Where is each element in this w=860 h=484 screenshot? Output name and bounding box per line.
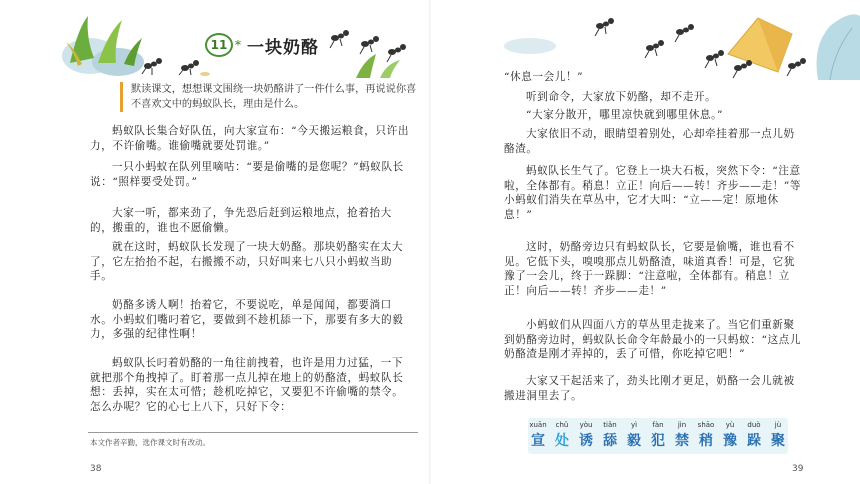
- hanzi: 舔: [603, 433, 617, 449]
- paragraph: 一只小蚂蚁在队列里嘀咕：“要是偷嘴的是您呢？”蚂蚁队长说：“照样要受处罚。”: [90, 161, 404, 188]
- lesson-heading: [205, 34, 319, 56]
- paragraph: 奶酪多诱人啊！抬着它，不要说吃，单是闻闻，都要淌口水。小蚂蚁们嘴叼着它，要做到不趁机舔一下，那要有多大的毅力，多强的纪律性啊！: [90, 299, 404, 340]
- ant: [330, 30, 349, 48]
- footnote: 本文作者辛勤，选作课文时有改动。: [90, 438, 210, 447]
- vocab-character: [768, 421, 788, 450]
- vocab-character: [744, 421, 764, 450]
- hanzi: 禁: [675, 433, 689, 449]
- self-study-mark: *: [235, 38, 241, 52]
- hanzi: 跺: [747, 433, 761, 449]
- paragraph: 这时，奶酪旁边只有蚂蚁队长，它要是偷嘴，谁也看不见。它低下头，嗅嗅那点儿奶酪渣，味道真香！可是，它犹豫了一会儿，终于一跺脚：“注意啦，全体都有。稍息！立正！向后——转！齐步——走！”: [504, 241, 796, 297]
- ant: [595, 18, 614, 36]
- pinyin: duò: [747, 421, 761, 429]
- hanzi: 犯: [651, 433, 665, 449]
- new-characters-box: [528, 418, 788, 454]
- vocab-character: [672, 421, 692, 450]
- lesson-title: 一块奶酪: [247, 37, 319, 58]
- ant: [360, 36, 379, 54]
- paragraph: 小蚂蚁们从四面八方的草丛里走拢来了。当它们重新聚到奶酪旁边时，蚂蚁队长命令年龄最小的一只蚂蚁：“这点儿奶酪渣是刚才弄掉的，丢了可惜，你吃掉它吧！”: [504, 319, 802, 360]
- page-number: 39: [792, 464, 804, 474]
- pinyin: shāo: [697, 421, 715, 429]
- leaf: [817, 14, 860, 80]
- vocab-character: [696, 421, 716, 450]
- pinyin: yì: [630, 421, 638, 429]
- vocab-character: [528, 421, 548, 450]
- pinyin: tiǎn: [603, 421, 617, 429]
- hanzi: 宣: [531, 433, 545, 449]
- hanzi: 聚: [771, 433, 785, 449]
- paragraph: 听到命令，大家放下奶酪，却不走开。: [526, 91, 717, 103]
- hanzi: 诱: [579, 433, 593, 449]
- paragraph: 蚂蚁队长生气了。它登上一块大石板，突然下令：“注意啦，全体都有。稍息！立正！向后——转！齐步——走！”等小蚂蚁们消失在草丛中，它才大叫：“立——定！原地休息！”: [504, 165, 802, 221]
- ant: [179, 60, 199, 75]
- page-number: 38: [90, 464, 102, 474]
- pinyin: xuān: [529, 421, 547, 429]
- paragraph: 大家一听，都来劲了，争先恐后赶到运粮地点，抢着抬大的，搬重的，谁也不愿偷懒。: [90, 207, 392, 234]
- hanzi: 稍: [699, 433, 713, 449]
- paragraph: 就在这时，蚂蚁队长发现了一块大奶酪。那块奶酪实在太大了，它左抬抬不起，右搬搬不动，只好叫来七八只小蚂蚁当助手。: [90, 241, 404, 282]
- ant: [142, 58, 162, 75]
- pinyin: chǔ: [555, 421, 569, 429]
- paragraph: 大家依旧不动，眼睛望着别处，心却牵挂着那一点儿奶酪渣。: [504, 128, 795, 155]
- pinyin: jìn: [677, 421, 687, 429]
- vocab-character: [648, 421, 668, 450]
- cheese-crumb: [200, 72, 210, 76]
- vocab-character: [624, 421, 644, 450]
- lesson-number-badge: 11: [205, 33, 233, 57]
- paragraph: 蚂蚁队长叼着奶酪的一角往前拽着，也许是用力过猛，一下就把那个角拽掉了。盯着那一点儿掉在地上的奶酪渣，蚂蚁队长想：丢掉，实在太可惜；趁机吃掉它，又要犯不许偷嘴的禁令。怎么办呢？它的心七上八下，只好下令：: [90, 357, 404, 413]
- ant: [675, 24, 694, 42]
- ant: [705, 50, 724, 68]
- hanzi: 毅: [627, 433, 641, 449]
- paragraph: 大家又干起活来了，劲头比刚才更足，奶酪一会儿就被搬进洞里去了。: [504, 375, 795, 402]
- pinyin: yòu: [579, 421, 593, 429]
- vocab-character: [720, 421, 740, 450]
- vocab-character: [576, 421, 596, 450]
- footnote-divider: [88, 432, 418, 433]
- right-page: [430, 0, 860, 484]
- paragraph: 蚂蚁队长集合好队伍，向大家宣布：“今天搬运粮食，只许出力，不许偷嘴。谁偷嘴就要处罚谁。”: [90, 125, 410, 152]
- vocab-character: [600, 421, 620, 450]
- vocab-character: [552, 421, 572, 450]
- reading-prompt: 默读课文，想想课文围绕一块奶酪讲了一件什么事，再说说你喜不喜欢文中的蚂蚁队长，理由是什么。: [120, 82, 421, 112]
- plant: [356, 54, 376, 78]
- ant: [387, 44, 406, 62]
- pinyin: jù: [774, 421, 782, 429]
- rock: [504, 38, 556, 54]
- hanzi: 处: [555, 433, 569, 449]
- plant: [380, 60, 400, 78]
- pinyin: yù: [725, 421, 735, 429]
- ant: [645, 40, 664, 58]
- hanzi: 豫: [723, 433, 737, 449]
- pinyin: fàn: [652, 421, 664, 429]
- paragraph: “休息一会儿！”: [504, 71, 584, 83]
- paragraph: “大家分散开，哪里凉快就到哪里休息。”: [526, 109, 724, 121]
